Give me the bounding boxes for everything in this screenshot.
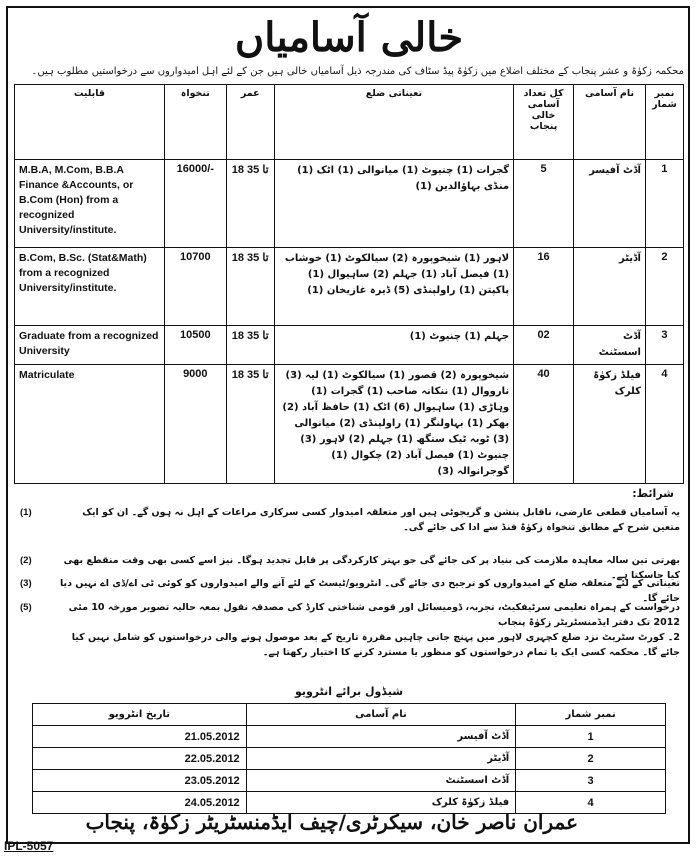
condition-text: تعیناتی کے لئے متعلقہ ضلع کے امیدواروں کو ترجیح دی جائے گی۔ انٹرویو/ٹیسٹ کے لئے آنے والے امیدواروں کو کوئی ٹی اے/ڈی اے نہیں دیا جائے گا۔ xyxy=(59,578,680,604)
schedule-header-date: تاریخ انٹرویو xyxy=(33,704,247,726)
schedule-date: 21.05.2012 xyxy=(33,726,247,748)
schedule-header xyxy=(33,704,666,726)
cell-serial: 1 xyxy=(645,160,683,248)
cell-vacancies: 16 xyxy=(514,248,574,326)
cell-serial: 4 xyxy=(645,365,683,484)
cell-qualification: M.B.A, M.Com, B.B.A Finance &Accounts, or B.Com (Hon) from a recognized University/institute. xyxy=(15,160,165,248)
cell-serial: 2 xyxy=(645,248,683,326)
cell-serial: 3 xyxy=(645,326,683,365)
condition-text: درخواست کے ہمراہ تعلیمی سرٹیفکیٹ، تجربہ، ڈومیسائل اور قومی شناختی کارڈ کی مصدقہ نقول بمعہ حالیہ تصویر مورخہ 10 مئی 2012 تک دفتر ایڈمنسٹریٹر زکوٰۃ پنجاب xyxy=(68,602,680,628)
cell-qualification: Matriculate xyxy=(15,365,165,484)
header-salary: تنخواہ xyxy=(164,85,226,160)
cell-age: 18 تا 35 xyxy=(226,326,274,365)
cell-age: 18 تا 35 xyxy=(226,248,274,326)
cell-district: جہلم (1) چنیوٹ (1) xyxy=(274,326,513,365)
cell-age: 18 تا 35 xyxy=(226,160,274,248)
condition-item xyxy=(18,505,680,535)
condition-number: (3) xyxy=(20,578,32,589)
cell-vacancies: 5 xyxy=(514,160,574,248)
table-row xyxy=(15,248,684,326)
condition-item xyxy=(18,630,680,660)
schedule-date: 24.05.2012 xyxy=(33,792,247,814)
table-row xyxy=(15,326,684,365)
header-qualification: قابلیت xyxy=(15,85,165,160)
schedule-serial: 3 xyxy=(516,770,666,792)
condition-item xyxy=(18,600,680,630)
cell-salary: 10500 xyxy=(164,326,226,365)
cell-post: آڈیٹر xyxy=(574,248,646,326)
page-title: خالی آسامیاں xyxy=(234,14,464,61)
header-district: تعیناتی ضلع xyxy=(274,85,513,160)
cell-district: لاہور (1) شیخوپورہ (2) سیالکوٹ (1) خوشاب (1) فیصل آباد (1) جہلم (2) ساہیوال (1) پاکپتن (1) راولپنڈی (5) ڈیرہ غازیخان (1) xyxy=(274,248,513,326)
header-age: عمر xyxy=(226,85,274,160)
interview-schedule-table xyxy=(32,703,666,814)
schedule-serial: 2 xyxy=(516,748,666,770)
cell-vacancies: 40 xyxy=(514,365,574,484)
schedule-post: آڈیٹر xyxy=(246,748,516,770)
schedule-header-post: نام آسامی xyxy=(246,704,516,726)
header-post: نام آسامی xyxy=(574,85,646,160)
cell-salary: 10700 xyxy=(164,248,226,326)
schedule-post: آڈٹ اسسٹنٹ xyxy=(246,770,516,792)
schedule-row xyxy=(33,748,666,770)
table-row xyxy=(15,160,684,248)
cell-qualification: B.Com, B.Sc. (Stat&Math) from a recognized University/institute. xyxy=(15,248,165,326)
schedule-title: شیڈول برائے انٹرویو xyxy=(294,685,404,698)
condition-text: یہ آسامیاں قطعی عارضی، ناقابل پنشن و گریجوٹی ہیں اور متعلقہ امیدوار کسی سرکاری مراعات کے اہل نہ ہوں گے۔ ان کو ایک متعین شرح کے مطابق تنخواہ زکوٰۃ فنڈ سے ادا کی جائے گی۔ xyxy=(82,507,680,533)
schedule-serial: 1 xyxy=(516,726,666,748)
ad-code: IPL-5057 xyxy=(4,839,54,853)
condition-number: (1) xyxy=(20,507,32,518)
schedule-date: 22.05.2012 xyxy=(33,748,247,770)
cell-vacancies: 02 xyxy=(514,326,574,365)
cell-salary: 16000/- xyxy=(164,160,226,248)
schedule-serial: 4 xyxy=(516,792,666,814)
vacancy-table-header xyxy=(15,85,684,160)
schedule-row xyxy=(33,770,666,792)
header-vacancies: کل تعداد آسامی خالی پنجاب xyxy=(514,85,574,160)
cell-age: 18 تا 35 xyxy=(226,365,274,484)
cell-district: شیخوپورہ (2) قصور (1) سیالکوٹ (1) لیہ (3) نارووال (1) ننکانہ صاحب (1) گجرات (1) وہاڑی (1) ساہیوال (6) اٹک (1) حافظ آباد (2) بھکر (1) بہاولنگر (1) راولپنڈی (2) میانوالی (3) ٹوبہ ٹیک سنگھ (1) جہلم (2) لاہور (3) چنیوٹ (1) فیصل آباد (2) چکوال (1) گوجرانوالہ (3) xyxy=(274,365,513,484)
schedule-header-serial: نمبر شمار xyxy=(516,704,666,726)
cell-district: گجرات (1) چنیوٹ (1) میانوالی (1) اٹک (1) منڈی بہاؤالدین (1) xyxy=(274,160,513,248)
schedule-row xyxy=(33,726,666,748)
condition-number: (5) xyxy=(20,602,32,613)
schedule-date: 23.05.2012 xyxy=(33,770,247,792)
vacancy-table xyxy=(14,84,684,484)
cell-post: فیلڈ زکوٰۃ کلرک xyxy=(574,365,646,484)
signatory: عمران ناصر خان، سیکرٹری/چیف ایڈمنسٹریٹر زکوٰۃ، پنجاب xyxy=(85,810,578,834)
cell-qualification: Graduate from a recognized University xyxy=(15,326,165,365)
condition-text: بھرتی تین سالہ معاہدہ ملازمت کی بنیاد پر کی جائے گی جو بہتر کارکردگی پر قابل تجدید ہوگا۔ نیز اسے کسی بھی وقت منقطع بھی کیا جاسکتا ہے۔ xyxy=(63,555,680,581)
conditions-title: شرائط: xyxy=(632,487,674,500)
cell-salary: 9000 xyxy=(164,365,226,484)
schedule-post: فیلڈ زکوٰۃ کلرک xyxy=(246,792,516,814)
cell-post: آڈٹ اسسٹنٹ xyxy=(574,326,646,365)
schedule-post: آڈٹ آفیسر xyxy=(246,726,516,748)
condition-text: 2۔ کورٹ سٹریٹ نزد ضلع کچہری لاہور میں پہنچ جانی چاہیں مقررہ تاریخ کے بعد موصول ہونے والی درخواستوں کو شامل نہیں کیا جائے گا۔ محکمہ کسی ایک یا تمام درخواستوں کو منظور یا مسترد کرنے کا اختیار رکھتا ہے۔ xyxy=(71,632,680,658)
condition-number: (2) xyxy=(20,555,32,566)
intro-text: محکمہ زکوٰۃ و عشر پنجاب کے مختلف اضلاع میں زکوٰۃ پیڈ سٹاف کی مندرجہ ذیل آسامیاں خالی ہیں جن کے لئے اہل امیدواروں سے درخواستیں مطلوب ہیں۔ xyxy=(31,66,684,77)
cell-post: آڈٹ آفیسر xyxy=(574,160,646,248)
table-row xyxy=(15,365,684,484)
header-serial: نمبر شمار xyxy=(645,85,683,160)
